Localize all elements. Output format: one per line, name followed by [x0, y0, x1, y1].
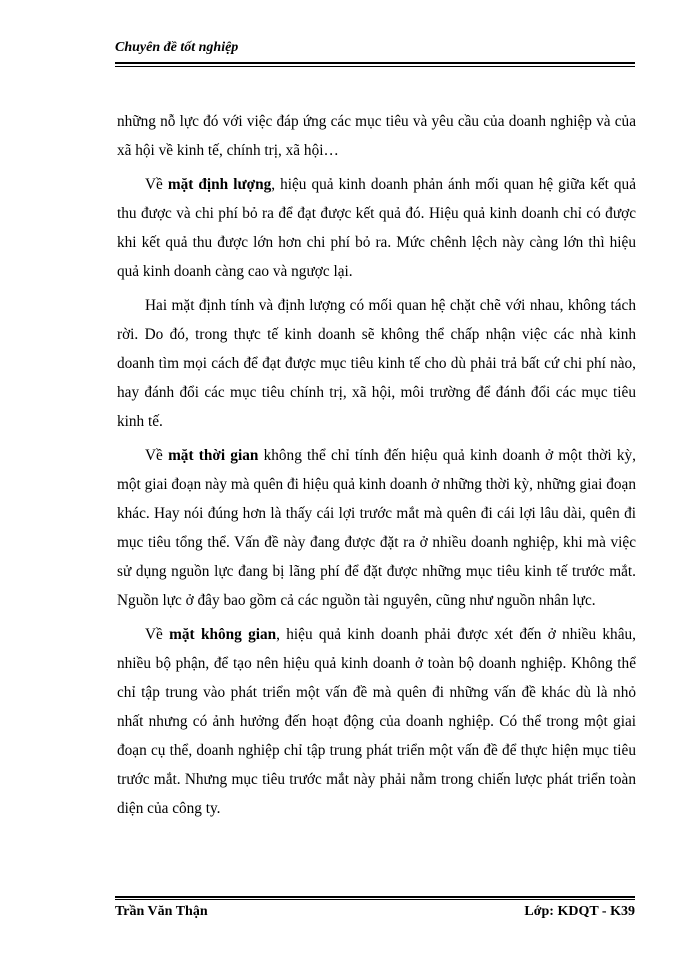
paragraph-text: , hiệu quả kinh doanh phải được xét đến ở nhiều khâu, nhiều bộ phận, để tạo nên hiệu quả kinh doanh ở toàn bộ doanh nghiệp. Không thể chỉ tập trung vào phát triển một vấn đề mà quên đi những vấn đề khác dù là nhỏ nhất nhưng có ảnh hưởng đến hoạt động của doanh nghiệp. Có thể trong một giai đoạn cụ thể, doanh nghiệp chỉ tập trung phát triển một vấn đề để thực hiện mục tiêu trước mắt. Nhưng mục tiêu trước mắt này phải nằm trong chiến lược phát triển toàn diện của công ty.: [117, 626, 636, 817]
paragraph-text: Về: [145, 176, 168, 193]
paragraph-text: không thể chỉ tính đến hiệu quả kinh doanh ở một thời kỳ, một giai đoạn này mà quên đi hiệu quả kinh doanh ở những thời kỳ, những giai đoạn khác. Hay nói đúng hơn là thấy cái lợi trước mắt mà quên đi cái lợi lâu dài, quên đi mục tiêu tổng thể. Vấn đề này đang được đặt ra ở nhiều doanh nghiệp, khi mà việc sử dụng nguồn lực đang bị lãng phí để đặt được những mục tiêu kinh tế trước mắt. Nguồn lực ở đây bao gồm cả các nguồn tài nguyên, cũng như nguồn nhân lực.: [117, 447, 636, 609]
header-rule: [115, 62, 635, 67]
paragraph-text: Về: [145, 447, 169, 464]
footer-author: Trần Văn Thận: [115, 904, 208, 919]
paragraph-space: [117, 620, 636, 823]
paragraph-text: Về: [145, 626, 170, 643]
header-title: Chuyên đề tốt nghiệp: [115, 40, 239, 55]
document-body: [117, 107, 636, 823]
paragraph-text: , hiệu quả kinh doanh phản ánh mối quan hệ giữa kết quả thu được và chi phí bỏ ra để đạt được kết quả đó. Hiệu quả kinh doanh chỉ có được khi kết quả thu được lớn hơn chi phí bỏ ra. Mức chênh lệch này càng lớn thì hiệu quả kinh doanh càng cao và ngược lại.: [117, 176, 636, 280]
paragraph-continuation: những nỗ lực đó với việc đáp ứng các mục tiêu và yêu cầu của doanh nghiệp và của xã hội về kinh tế, chính trị, xã hội…: [117, 113, 636, 159]
paragraph-relation: Hai mặt định tính và định lượng có mối quan hệ chặt chẽ với nhau, không tách rời. Do đó, trong thực tế kinh doanh sẽ không thể chấp nhận việc các nhà kinh doanh tìm mọi cách để đạt được mục tiêu kinh tế cho dù phải trả bất cứ chi phí nào, hay đánh đổi các mục tiêu chính trị, xã hội, môi trường để đánh đổi các mục tiêu kinh tế.: [117, 297, 636, 430]
keyword-quantitative: mặt định lượng: [167, 176, 272, 193]
paragraph-quantitative: [117, 170, 636, 286]
page-header: [115, 40, 635, 67]
page-footer: [115, 896, 635, 920]
footer-rule: [115, 896, 635, 900]
footer-class: Lớp: KDQT - K39: [524, 904, 635, 919]
keyword-time: mặt thời gian: [168, 447, 259, 464]
keyword-space: mặt không gian: [169, 626, 277, 643]
paragraph-time: [117, 441, 636, 615]
